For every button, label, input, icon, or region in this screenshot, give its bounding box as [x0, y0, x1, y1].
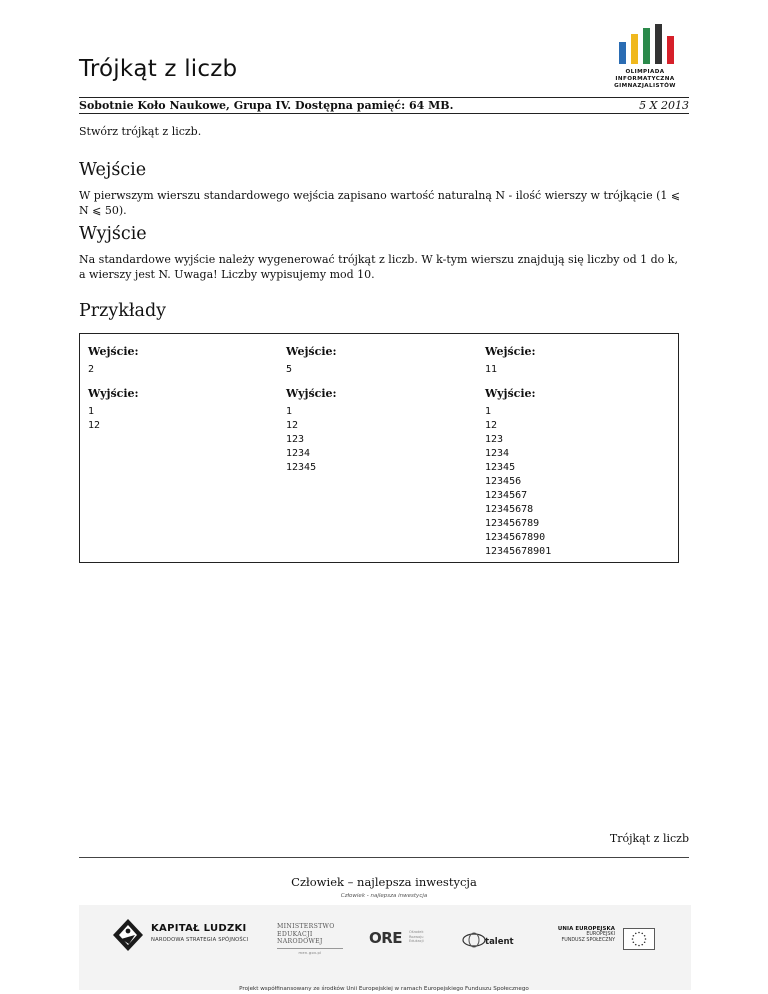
kapital-ludzki-icon: [111, 917, 145, 953]
eu-star: [632, 938, 634, 940]
eu-star: [641, 944, 643, 946]
funder-logos-bar: [79, 905, 691, 990]
talent-logo: [461, 927, 523, 951]
example-column: [286, 344, 476, 484]
ore-caption-line: Ośrodek: [409, 930, 424, 934]
logo-line: INFORMATYCZNA: [615, 76, 675, 82]
eu-star: [645, 938, 647, 940]
examples-table: [79, 333, 679, 563]
example-input: 11: [485, 364, 498, 375]
eu-subtitle: FUNDUSZ SPOŁECZNY: [561, 938, 615, 943]
kapital-ludzki-subtitle: NARODOWA STRATEGIA SPÓJNOŚCI: [151, 937, 249, 943]
footer-slogan: Człowiek – najlepsza inwestycja: [291, 875, 477, 889]
ministry-line: EDUKACJI: [277, 930, 313, 938]
eu-star: [644, 935, 646, 937]
logo-line: GIMNAZJALISTÓW: [614, 83, 676, 89]
example-output-label: Wyjście:: [286, 387, 337, 400]
logo-line: OLIMPIADA: [625, 69, 665, 75]
eu-title: UNIA EUROPEJSKA: [557, 926, 615, 932]
eu-text: [549, 926, 615, 944]
ore-caption-line: Rozwoju: [409, 934, 424, 939]
ore-mark: ORE: [369, 929, 403, 947]
examples-heading: Przykłady: [79, 301, 167, 321]
footer-task-name: Trójkąt z liczb: [609, 832, 689, 845]
eu-star: [633, 935, 635, 937]
example-input: 2: [88, 364, 95, 375]
example-output: 1 12: [88, 406, 101, 431]
meta-date: 5 X 2013: [639, 99, 689, 112]
eu-star: [635, 944, 637, 946]
example-output-label: Wyjście:: [485, 387, 536, 400]
eu-logo: [549, 926, 661, 956]
ore-caption-line: Edukacji: [409, 939, 424, 944]
ore-logo: [369, 927, 435, 951]
example-output: 1 12 123 1234 12345 123456 1234567 12345678 123456789 1234567890 12345678901: [485, 406, 552, 557]
ministry-logo: [277, 923, 343, 957]
header-rule: [79, 97, 689, 98]
eu-star: [638, 945, 640, 947]
input-description: W pierwszym wierszu standardowego wejścia zapisano wartość naturalną N - ilość wierszy w trójkącie (1 ⩽ N ⩽ 50).: [79, 189, 681, 217]
intro-text: Stwórz trójkąt z liczb.: [79, 125, 202, 138]
ministry-url: men.gov.pl: [277, 948, 343, 958]
input-heading: Wejście: [79, 160, 147, 180]
eu-star: [633, 941, 635, 943]
page-title: Trójkąt z liczb: [79, 56, 238, 82]
eu-flag-icon: [623, 928, 655, 950]
output-heading: Wyjście: [79, 224, 147, 244]
example-input-label: Wejście:: [88, 345, 139, 358]
kapital-ludzki-title: KAPITAŁ LUDZKI: [151, 923, 247, 934]
footer-slogan-small: Człowiek - najlepsza inwestycja: [340, 893, 428, 899]
example-output: 1 12 123 1234 12345: [286, 406, 317, 473]
footer-rule: [79, 857, 689, 858]
project-note: Projekt współfinansowany ze środków Unii Europejskiej w ramach Europejskiego Funduszu Społecznego: [239, 986, 529, 992]
example-column: [88, 344, 278, 442]
ministry-line: NARODOWEJ: [277, 938, 323, 945]
header-rule-bottom: [79, 113, 689, 114]
talent-word: talent: [485, 937, 514, 947]
eu-subtitle: EUROPEJSKI: [586, 932, 615, 937]
eu-star: [638, 932, 640, 934]
example-input-label: Wejście:: [485, 345, 536, 358]
ministry-line: MINISTERSTWO: [277, 923, 335, 930]
ore-caption: [409, 930, 424, 944]
talent-swirl-icon: [461, 931, 487, 949]
olimpiada-logo-text: [603, 69, 687, 90]
output-description: Na standardowe wyjście należy wygenerować trójkąt z liczb. W k-tym wierszu znajdują się liczby od 1 do k, a wierszy jest N. Uwaga! Liczby wypisujemy mod 10.: [79, 253, 678, 281]
kapital-ludzki-logo: [111, 917, 261, 953]
eu-star: [644, 941, 646, 943]
example-output-label: Wyjście:: [88, 387, 139, 400]
example-input-label: Wejście:: [286, 345, 337, 358]
meta-info: Sobotnie Koło Naukowe, Grupa IV. Dostępna pamięć: 64 MB.: [79, 99, 454, 112]
eu-star: [635, 933, 637, 935]
example-column: [485, 344, 675, 568]
example-input: 5: [286, 364, 293, 375]
eu-star: [641, 933, 643, 935]
